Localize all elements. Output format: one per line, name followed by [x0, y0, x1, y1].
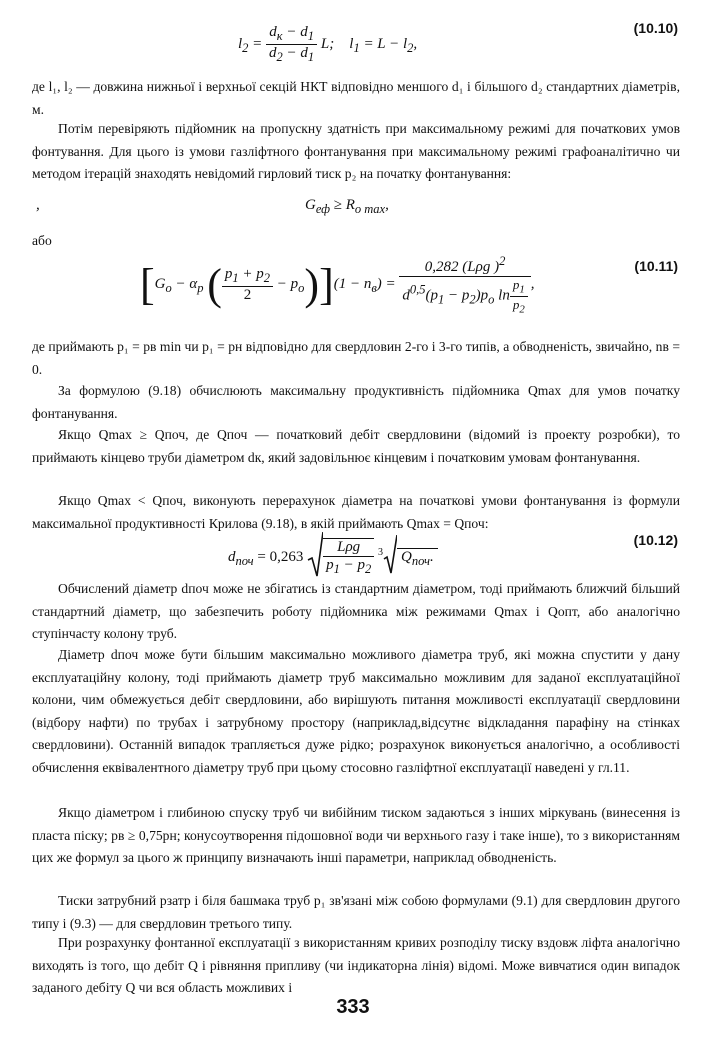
cube-root-sign: [383, 535, 397, 580]
equation-condition: ,: [36, 197, 40, 213]
paragraph-2: Потім перевіряють підйомник на пропускну здатність при максимальному режимі для початкових умов фонтування. Для цього із умови газліфтного фонтанування при максимальному режимі графоаналітично чи методом ітерацій знаходять невідомий гирловий тиск p₂ на початку фонтанування:: [32, 121, 680, 182]
paragraph-8: Діаметр dпоч може бути більшим максимально можливого діаметра труб, які можна спустити у дану експлуатаційну колону, тоді приймають діаметр труб максимально можливим для заданої експлуатаційної колони, чим обмежується дебіт свердловини, або вирішують питання можливості експлуатації свердловини (відбору нафти) по трубах і затрубному простору (наприклад,відсутнє відкладання парафіну на стінках свердловини). Останній випадок трапляється дуже рідко; розрахунок виконується аналогічно, а особливості обчислення еквівалентного діаметру труб при цьому стосовно газліфтної експлуатації наведені у гл.11.: [32, 647, 680, 775]
equation-number-10-11: (10.11): [634, 258, 678, 274]
equation-gef-condition: $G_{еф} \ge R_{о max}$,: [305, 197, 389, 216]
paragraph-9: Якщо діаметром і глибиною спуску труб чи вибійним тиском задаються з інших міркувань (винесення із пласта піску; pв ≥ 0,75pн; конусоутворення підошовної води чи верхнього газу і таке інше), то з використанням цих же формул за цього ж принципу визначають інші параметри, наприклад обводненість.: [32, 805, 680, 866]
paragraph-4: За формулою (9.18) обчислюють максимальну продуктивність підйомника Qmax для умов початку фонтанування.: [32, 383, 680, 421]
paragraph-1: де l₁, l₂ — довжина нижньої і верхньої секцій НКТ відповідно меншого d₁ і більшого d₂ стандартних діаметрів, м.: [32, 79, 680, 117]
paragraph-3: де приймають p₁ = pв min чи p₁ = pн відповідно для свердловин 2-го і 3-го типів, а обводненість, звичайно, nв = 0.: [32, 339, 680, 377]
paragraph-6: Якщо Qmax < Qпоч, виконують перерахунок діаметра на початкові умови фонтанування із формули максимальної продуктивності Крилова (9.18), в якій приймають Qmax = Qпоч:: [32, 493, 680, 531]
equation-number-10-10: (10.10): [633, 20, 678, 36]
paragraph-5: Якщо Qmax ≥ Qпоч, де Qпоч — початковий дебіт свердловини (відомий із проекту розробки), то приймають кінцево труби діаметром dк, який задовільнює кінцевим і початковим умовам фонтанування.: [32, 427, 680, 465]
square-root-sign: [307, 532, 323, 583]
page-number: 333: [336, 996, 370, 1018]
equation-number-10-12: (10.12): [633, 532, 678, 548]
paragraph-10: Тиски затрубний pзатр і біля башмака труб p₁ зв'язані між собою формулами (9.1) для свердловин другого типу і (9.3) — для свердловин третього типу.: [32, 893, 680, 931]
equation-10-12: $d_{поч} = 0,263$ $\frac{\text{Lρg}}{p_1 - p_2}$ $^3$ $Q_{поч}$.: [228, 532, 438, 583]
equation-10-11: [$G_о - \alpha_р$ ( $\frac{p_1 + p_2}{2}$ − $p_о)](1 - n_в)$ = 0,282 (Lρg )$^2$ $d^{0,5}(p_1 - p_2)p_о$ ln $\frac{p_1}{p_2}$ ,: [140, 254, 535, 316]
paragraph-or: або: [32, 233, 52, 248]
paragraph-7: Обчислений діаметр dпоч може не збігатись із стандартним діаметром, тоді приймають ближчий більший стандартний діаметр, що забезпечить роботу підйомника між режимами Qmax і Qопт, або аналогічно ступінчасту колону труб.: [32, 581, 680, 642]
equation-10-10: $l_2$ = $\frac{d_к - d_1}{d_2 - d_1}$ L; $l_1 = L - l_2$,: [238, 24, 418, 64]
paragraph-11: При розрахунку фонтанної експлуатації з використанням кривих розподілу тиску вздовж ліфта аналогічно виходять із того, що дебіт Q і рівняння припливу (чи індикаторна лінія) відомі. Може вивчатися один випадок заданого дебіту Q чи вся область можливих і: [32, 935, 680, 996]
